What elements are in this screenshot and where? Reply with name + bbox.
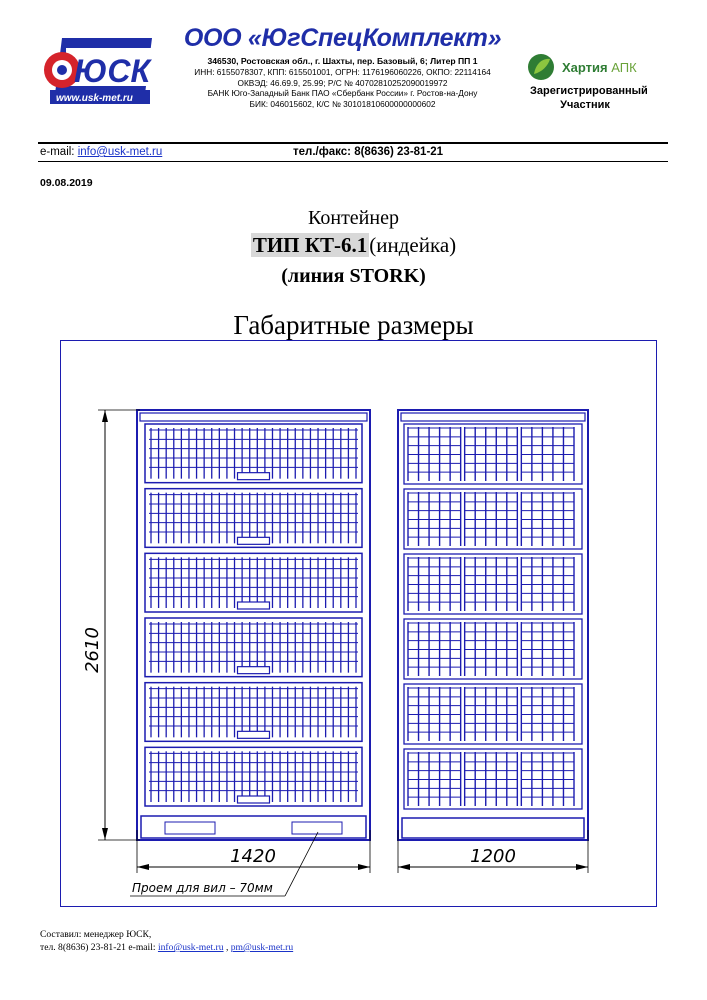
type-highlight: ТИП КТ-6.1 — [252, 233, 368, 257]
height-label: 2610 — [82, 627, 103, 673]
front-view — [137, 410, 370, 840]
side-base — [402, 818, 584, 838]
logo-url: www.usk-met.ru — [56, 93, 133, 104]
height-dimension — [82, 410, 140, 840]
header-email: e-mail: info@usk-met.ru — [40, 146, 163, 158]
title-dimensions: Габаритные размеры — [233, 310, 474, 340]
requisite-line: ИНН: 6155078307, КПП: 615501001, ОГРН: 1176196060226, ОКПО: 22114164 — [194, 67, 491, 77]
requisite-line: БАНК Юго-Западный Банк ПАО «Сбербанк России» г. Ростов-на-Дону — [207, 88, 478, 99]
side-width-dimension — [398, 830, 588, 873]
email-link[interactable]: info@usk-met.ru — [77, 146, 163, 158]
front-width-dimension — [137, 830, 370, 873]
logo-text: ЮСК — [74, 53, 151, 89]
hartia-badge — [526, 50, 666, 111]
side-width-label: 1200 — [470, 846, 516, 867]
title-container: Контейнер — [308, 207, 399, 229]
footer-email-link[interactable]: info@usk-met.ru — [157, 942, 224, 953]
company-name: ООО «ЮгСпецКомплект» — [183, 24, 502, 52]
title-type — [0, 233, 707, 258]
requisite-line: БИК: 046015602, К/С № 30101810600000000602 — [249, 98, 436, 109]
footer-contacts: тел. 8(8636) 23-81-21 e-mail: info@usk-met.ru , pm@usk-met.ru — [40, 942, 294, 953]
requisite-line: ОКВЭД: 46.69.9, 25.99; Р/С № 40702810252090019972 — [237, 77, 448, 88]
company-logo — [40, 30, 160, 115]
footer-email-link[interactable]: pm@usk-met.ru — [230, 942, 294, 953]
front-width-label: 1420 — [230, 846, 276, 867]
footer — [40, 928, 293, 954]
header-phone: тел./факс: 8(8636) 23-81-21 — [293, 146, 444, 158]
hartia-brand: Хартия АПК — [562, 60, 637, 75]
company-info — [165, 24, 520, 109]
side-view — [398, 410, 588, 840]
document-date: 09.08.2019 — [40, 177, 93, 189]
company-address: 346530, Ростовская обл., г. Шахты, пер. Базовый, 6; Литер ПП 1 — [207, 56, 478, 66]
technical-drawing — [60, 340, 657, 907]
hartia-registered: Зарегистрированный Участник — [530, 85, 648, 111]
footer-compiled-by: Составил: менеджер ЮСК, — [40, 929, 152, 940]
leaf-icon — [526, 50, 556, 84]
header-rule — [38, 161, 668, 162]
type-suffix: (индейка) — [369, 233, 457, 257]
front-base — [141, 816, 366, 838]
header-rule — [38, 142, 668, 144]
side-outer-frame — [398, 410, 588, 840]
title-line: (линия STORK) — [281, 265, 426, 287]
fork-note-text: Проем для вил – 70мм — [132, 881, 273, 895]
fork-note — [130, 832, 318, 896]
